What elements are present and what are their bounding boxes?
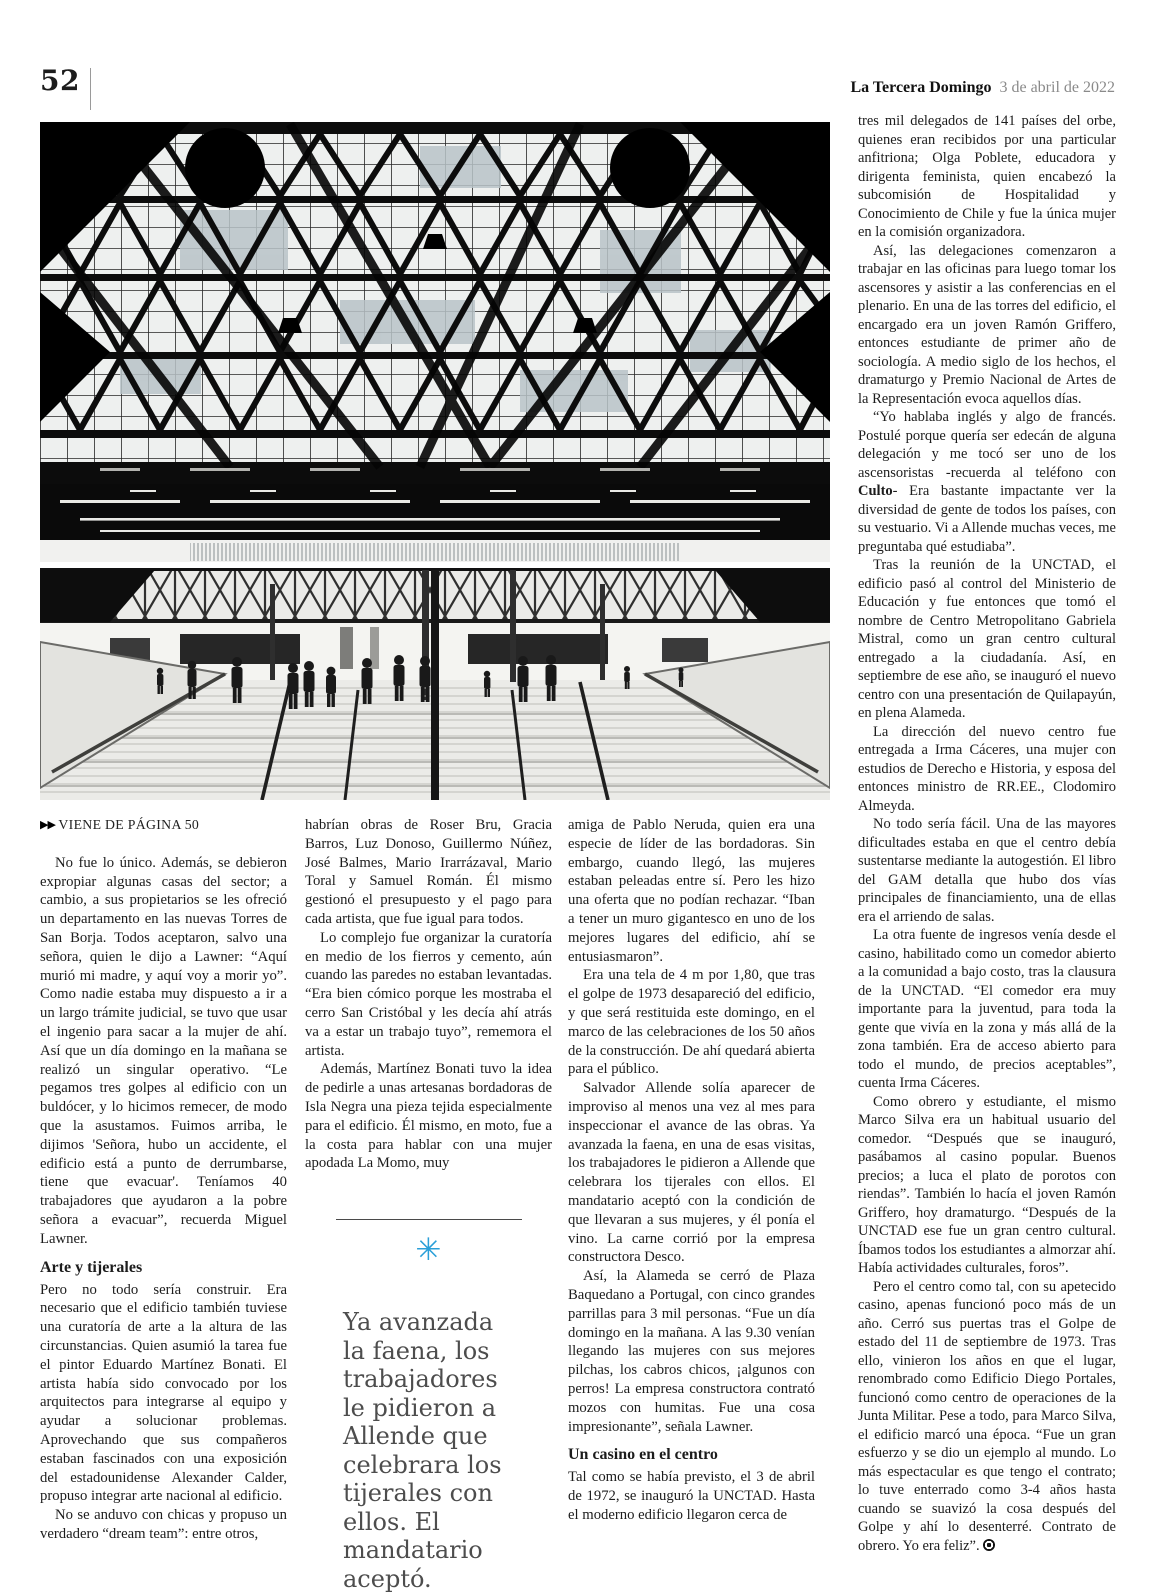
- paragraph: Pero no todo sería construir. Era necesario que el edificio también tuviese una curatoría de arte a la altura de las circunstancias. Quien asumió la tarea fue el pintor Eduardo Martínez Bonati. El artista había sido convocado por los arquitectos para integrarse al equipo y ayudar a solucionar problemas. Aprovechando que sus compañeros estaban fascinados con una exposición del estadounidense Alexander Calder, propuso integrar arte nacional al edificio.: [40, 1281, 287, 1505]
- section-subhead: Un casino en el centro: [568, 1446, 718, 1464]
- unctad-photo: [40, 122, 830, 800]
- paragraph: amiga de Pablo Neruda, quien era una especie de líder de las bordadoras. Sin embargo, cuando llegó, las mujeres estaban peleadas entre sí. Pero les hizo una oferta que no podían rechazar. “Iban a tener un muro gigantesco en uno de los mejores lugares del edificio, ahí se entusiasmaron”.: [568, 817, 815, 965]
- paragraph: habrían obras de Roser Bru, Gracia Barros, Luz Donoso, Guillermo Núñez, José Balmes, Mario Irarrázaval, Mario Toral y Samuel Román. Él mismo gestionó el presupuesto y el pago para cada artista, que fue igual para todos.: [305, 817, 552, 927]
- paragraph: Así, las delegaciones comenzaron a trabajar en las oficinas para luego tomar los ascensores y asistir a las conferencias en el plenario. En una de las torres del edificio, el encargado era un joven Ramón Griffero, entonces estudiante de primer año de sociología. A medio siglo de los hechos, el dramaturgo y Premio Nacional de Artes de la Representación evoca aquellos días.: [858, 242, 1116, 407]
- header-divider: [90, 68, 91, 110]
- pull-quote-rule-top: [336, 1219, 522, 1220]
- paragraph-text: Pero el centro como tal, con su apetecido casino, apenas funcionó poco más de un año. Cerró sus puertas tras el Golpe de estado del 11 de septiembre de 1973. Tras ello, vinieron los años en que el lugar, renombrado como Edificio Diego Portales, funcionó como centro de operaciones de la Junta Militar. Pese a todo, para Marco Silva, el edificio marcó una época. “Fue un gran esfuerzo y se dio un ejemplo al mundo. Lo más espectacular es que tengo el contrato; lo tuve enterrado como 3-4 años hasta cuando se suavizó la cosa después del Golpe y ahí lo desenterré. Contrato de obrero. Yo era feliz”.: [858, 1278, 1116, 1554]
- jump-label: VIENE DE PÁGINA 50: [58, 817, 200, 832]
- pull-quote: [305, 1219, 552, 1594]
- section-subhead: Arte y tijerales: [40, 1258, 143, 1276]
- paragraph-text: - Era bastante impactante ver la diversidad de gente de todos los países, con su vestuario. Vi a Allende muchas veces, me preguntaba qué estudiaba”.: [858, 483, 1116, 555]
- paragraph: Lo complejo fue organizar la curatoría en medio de los fierros y cemento, aún cuando las paredes no estaban levantadas. “Era bien cómico porque les mostraba el cerro San Cristóbal y les decía ahí atrás va a estar un trabajo tuyo”, rememora el artista.: [305, 929, 552, 1059]
- paragraph: Como obrero y estudiante, el mismo Marco Silva era un habitual usuario del comedor. “Después que se inauguró, pasábamos al casino popular. Buenos precios; a luca el plato de porotos con riendas”. También lo hacía el joven Ramón Griffero, hoy dramaturgo. “Después de la UNCTAD ese fue un gran centro cultural. Íbamos todos los estudiantes a almorzar ahí. Había actividades culturales, foros”.: [858, 1093, 1116, 1276]
- article-end-mark: [983, 1539, 995, 1551]
- culto-brand-bold: Culto: [858, 483, 893, 499]
- pull-quote-text: Ya avanzada la faena, los trabajadores le pidieron a Allende que celebrara los tijerales con ellos. El mandatario aceptó.: [343, 1308, 502, 1593]
- paragraph: No se anduvo con chicas y propuso un verdadero “dream team”: entre otros,: [40, 1507, 287, 1542]
- unctad-photo-graphic: [40, 122, 830, 800]
- column-3: [568, 816, 815, 1525]
- paragraph: Tras la reunión de la UNCTAD, el edificio pasó al control del Ministerio de Educación y fue entonces que tomó el nombre de Centro Metropolitano Gabriela Mistral, como un gran centro cultural entregado a la ciudadanía. Así, en septiembre de ese año, se inauguró el nuevo centro con una presentación de Quilapayún, en plena Alameda.: [858, 557, 1116, 721]
- jump-marker-icon: ▶▶: [40, 819, 55, 831]
- page-number: 52: [40, 64, 80, 97]
- column-right: [858, 112, 1116, 1555]
- paragraph: [858, 1278, 1116, 1556]
- paragraph-text: “Yo hablaba inglés y algo de francés. Postulé porque quería ser edecán de alguna delegación y me tocó ser uno de los ascensoristas -recuerda al teléfono con: [858, 409, 1116, 481]
- masthead: La Tercera Domingo: [850, 79, 992, 96]
- paragraph: No fue lo único. Además, se debieron expropiar algunas casas del sector; a cambio, a sus propietarios se les ofreció un departamento en las nuevas Torres de San Borja. Todos aceptaron, salvo una señora, quien le dijo a Lawner: “Aquí murió mi madre, y aquí voy a morir yo”. Como nadie estaba muy dispuesto a ir a un largo trámite judicial, se tuvo que usar el ingenio para sacar a la mujer de ahí. Así que un día domingo en la mañana se realizó un singular operativo. “Le pegamos tres golpes al edificio con un buldócer, y lo hicimos remecer, de modo que la asustamos. Fuimos arriba, le dijimos 'Señora, hubo un accidente, el edificio está a punto de derrumbarse, tiene que evacuar'. Teníamos 40 trabajadores que ayudaron a la pobre señora a evacuar”, recuerda Miguel Lawner.: [40, 854, 287, 1247]
- paragraph: No todo sería fácil. Una de las mayores dificultades estaba en que el centro debía sustentarse mediante la autogestión. El libro del GAM detalla que hubo dos vías principales de financiamiento, una de ellas era el arriendo de salas.: [858, 816, 1116, 925]
- paragraph: Además, Martínez Bonati tuvo la idea de pedirle a unas artesanas bordadoras de Isla Negra una pieza tejida especialmente para el edificio. Él mismo, en moto, fue a la costa para hablar con una mujer apodada La Momo, muy: [305, 1061, 552, 1172]
- paragraph: Así, la Alameda se cerró de Plaza Baquedano a Portugal, con cinco grandes parrillas para 3 mil personas. “Fue un día domingo en la mañana. A las 9.30 venían llegando las mujeres con sus mejores pilchas, los cabros chicos, ¡algunos con perros! La empresa constructora contrató mozos con humitas. Fue una cosa impresionante”, señala Lawner.: [568, 1268, 815, 1435]
- issue-date-text: 3 de abril de 2022: [999, 79, 1115, 96]
- column-2: [305, 816, 552, 1594]
- paragraph: Salvador Allende solía aparecer de improviso al menos una vez al mes para inspeccionar el avance de las obras. Ya avanzada la faena, en una de esas visitas, los trabajadores le pidieron a Allende que celebrara los tijerales con ellos. El mandatario aceptó con la condición de que llevaran a sus mujeres, y él ponía el vino. La carne corrió por la empresa constructora Desco.: [568, 1080, 815, 1266]
- paragraph: Tal como se había previsto, el 3 de abril de 1972, se inauguró la UNCTAD. Hasta el moderno edificio llegaron cerca de: [568, 1469, 815, 1523]
- asterisk-divider-icon: ✳: [415, 1232, 442, 1269]
- paragraph: [858, 408, 1116, 556]
- paragraph: La otra fuente de ingresos venía desde el casino, habilitado como un comedor abierto a la comunidad a bajo costo, tras la clausura de la UNCTAD. “El comedor era muy importante para la juventud, para toda la gente que vivía en la zona y más allá de la zona también. Era de acceso abierto para todo el mundo, de precios aceptables”, cuenta Irma Cáceres.: [858, 927, 1116, 1091]
- jump-line: [40, 816, 287, 836]
- column-1: [40, 816, 287, 1544]
- paragraph: La dirección del nuevo centro fue entregada a Irma Cáceres, una mujer con estudios de Derecho e Historia, y esposa del entonces ministro de RR.EE., Clodomiro Almeyda.: [858, 723, 1116, 814]
- paragraph: tres mil delegados de 141 países del orbe, quienes eran recibidos por una particular anfitriona; Olga Poblete, educadora y dirigenta feminista, quien encabezó la subcomisión de Hospitalidad y Conocimiento de Chile y fue la única mujer en la comisión organizadora.: [858, 113, 1116, 240]
- paragraph: Era una tela de 4 m por 1,80, que tras el golpe de 1973 desapareció del edificio, y que será restituida este domingo, en el marco de las celebraciones de los 50 años de la construcción. De ahí quedará abierta para el público.: [568, 967, 815, 1078]
- header-folio: [850, 79, 1115, 97]
